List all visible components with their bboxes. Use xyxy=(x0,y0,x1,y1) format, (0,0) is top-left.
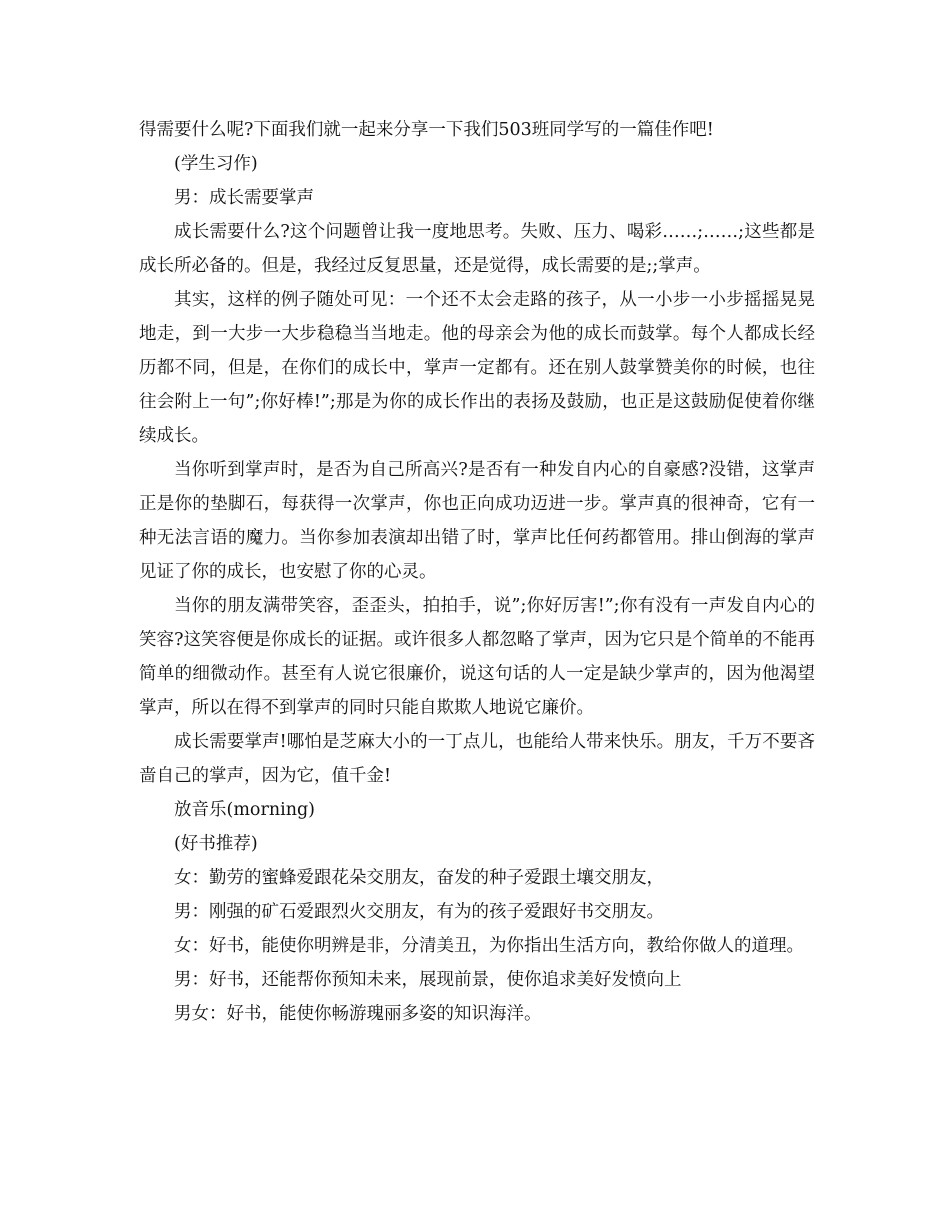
paragraph-11: 女：勤劳的蜜蜂爱跟花朵交朋友，奋发的种子爱跟土壤交朋友， xyxy=(174,868,664,888)
paragraph-13: 女：好书，能使你明辨是非，分清美丑，为你指出生活方向，教给你做人的道理。 xyxy=(174,936,804,956)
paragraph-3: 男：成长需要掌声 xyxy=(174,188,314,208)
paragraph-9: 放音乐(morning) xyxy=(174,800,315,820)
paragraph-1: 得需要什么呢?下面我们就一起来分享一下我们503班同学写的一篇佳作吧! xyxy=(139,120,714,140)
paragraph-14: 男：好书，还能帮你预知未来，展现前景，使你追求美好发愤向上 xyxy=(174,970,682,990)
paragraph-8: 成长需要掌声!哪怕是芝麻大小的一丁点儿，也能给人带来快乐。朋友，千万不要吝啬自己的掌声，因为它，值千金! xyxy=(139,732,815,786)
paragraph-5: 其实，这样的例子随处可见：一个还不太会走路的孩子，从一小步一小步摇摇晃晃地走，到一大步一大步稳稳当当地走。他的母亲会为他的成长而鼓掌。每个人都成长经历都不同，但是，在你们的成长中，掌声一定都有。还在别人鼓掌赞美你的时候，也往往会附上一句”;你好棒!”;那是为你的成长作出的表扬及鼓励，也正是这鼓励促使着你继续成长。 xyxy=(139,290,815,446)
document-body xyxy=(139,113,815,1031)
paragraph-7: 当你的朋友满带笑容，歪歪头，拍拍手，说”;你好厉害!”;你有没有一声发自内心的笑容?这笑容便是你成长的证据。或许很多人都忽略了掌声，因为它只是个简单的不能再简单的细微动作。甚至有人说它很廉价，说这句话的人一定是缺少掌声的，因为他渴望掌声，所以在得不到掌声的同时只能自欺欺人地说它廉价。 xyxy=(139,596,815,718)
paragraph-10: (好书推荐) xyxy=(174,834,258,854)
paragraph-6: 当你听到掌声时，是否为自己所高兴?是否有一种发自内心的自豪感?没错，这掌声正是你的垫脚石，每获得一次掌声，你也正向成功迈进一步。掌声真的很神奇，它有一种无法言语的魔力。当你参加表演却出错了时，掌声比任何药都管用。排山倒海的掌声见证了你的成长，也安慰了你的心灵。 xyxy=(139,460,815,582)
paragraph-4: 成长需要什么?这个问题曾让我一度地思考。失败、压力、喝彩……;……;这些都是成长所必备的。但是，我经过反复思量，还是觉得，成长需要的是;;掌声。 xyxy=(139,222,815,276)
paragraph-12: 男：刚强的矿石爱跟烈火交朋友，有为的孩子爱跟好书交朋友。 xyxy=(174,902,664,922)
paragraph-15: 男女：好书，能使你畅游瑰丽多姿的知识海洋。 xyxy=(174,1004,542,1024)
paragraph-2: (学生习作) xyxy=(174,154,258,174)
